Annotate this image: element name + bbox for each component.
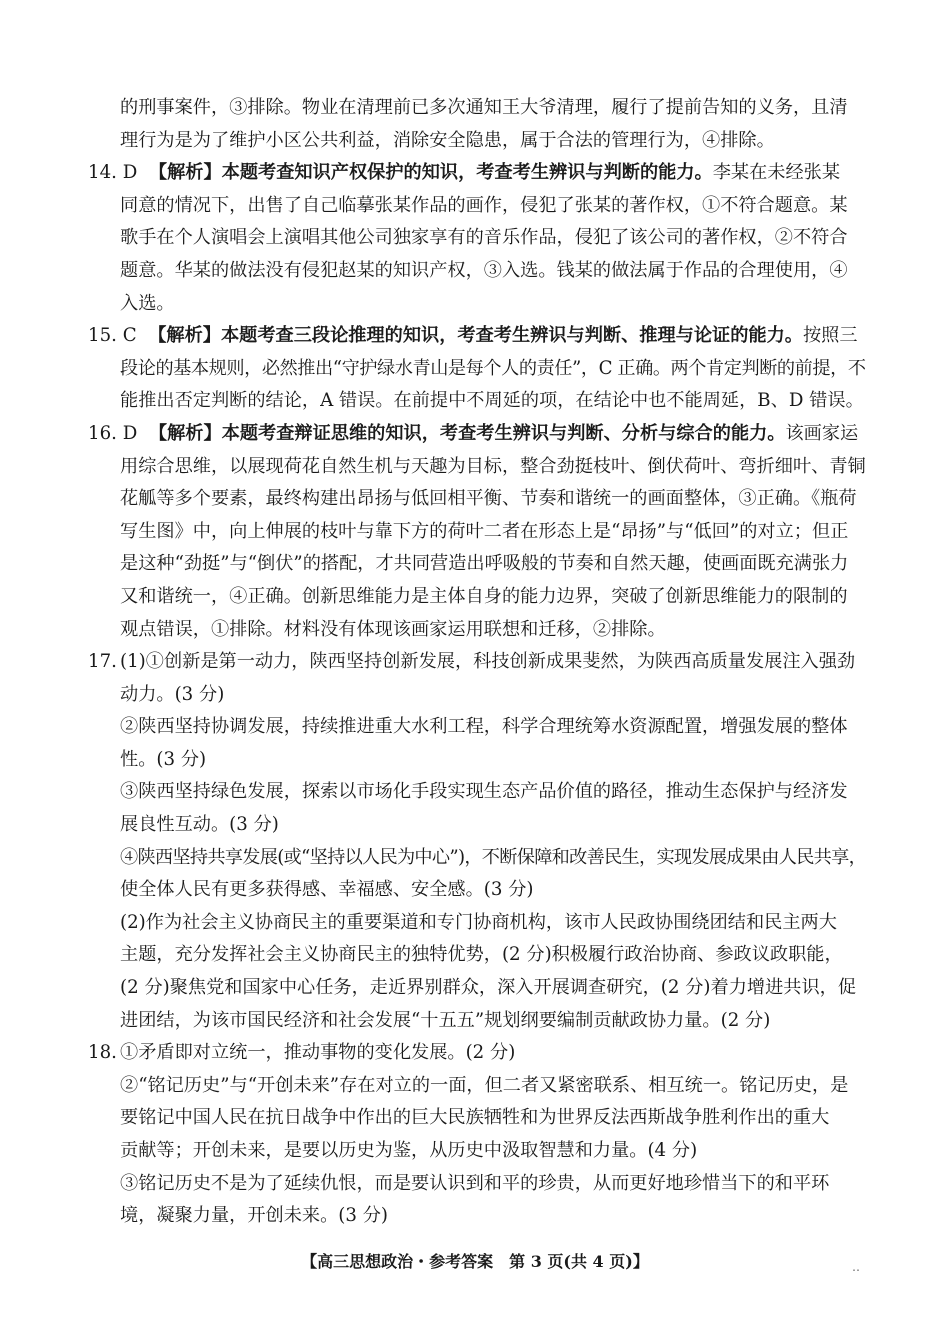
q16-line-4: 写生图》中，向上伸展的枝叶与靠下方的荷叶二者在形态上是“昂扬”与“低回”的对立；但正 — [120, 520, 849, 542]
q17-p1-line-1: (1)①创新是第一动力，陕西坚持创新发展，科技创新成果斐然，为陕西高质量发展注入强劲 — [120, 651, 856, 673]
q18-p2-line-3: 贡献等；开创未来，是要以历史为鉴，从历史中汲取智慧和力量。(4 分) — [120, 1140, 698, 1161]
q13-line-2: 理行为是为了维护小区公共利益，消除安全隐患，属于合法的管理行为，④排除。 — [120, 129, 775, 151]
q16-line-1 — [88, 418, 868, 451]
q18-p1-line-1: ①矛盾即对立统一，推动事物的变化发展。(2 分) — [120, 1042, 516, 1064]
q14-analysis-tag: 【解析】本题考查知识产权保护的知识，考查考生辨识与判断的能力。 — [148, 162, 713, 184]
q14-line-4: 题意。华某的做法没有侵犯赵某的知识产权，③入选。钱某的做法属于作品的合理使用，④ — [120, 259, 848, 281]
q14-line-1-rest: 李某在未经张某 — [712, 162, 841, 184]
q18-p2-line-1: ②“铭记历史”与“开创未来”存在对立的一面，但二者又紧密联系、相互统一。铭记历史，是 — [120, 1074, 849, 1096]
q15-line-1-rest: 按照三 — [802, 325, 858, 347]
q17-p2-line-2: 性。(3 分) — [120, 748, 207, 770]
q17-p4-line-2: 使全体人民有更多获得感、幸福感、安全感。(3 分) — [120, 879, 534, 901]
answer-content — [88, 92, 868, 1233]
q17-number: 17. — [88, 651, 117, 673]
q16-line-6: 又和谐统一，④正确。创新思维能力是主体自身的能力边界，突破了创新思维能力的限制的 — [120, 585, 848, 607]
q17-p3-line-2: 展良性互动。(3 分) — [120, 814, 279, 836]
q18-p3-line-1: ③铭记历史不是为了延续仇恨，而是要认识到和平的珍贵，从而更好地珍惜当下的和平环 — [120, 1172, 830, 1194]
q17-p1-line-2: 动力。(3 分) — [120, 683, 225, 705]
q16-line-2: 用综合思维，以展现荷花自然生机与天趣为目标，整合劲挺枝叶、倒伏荷叶、弯折细叶、青铜 — [120, 455, 866, 477]
q16-number: 16. D — [88, 422, 138, 444]
q14-line-2: 同意的情况下，出售了自己临摹张某作品的画作，侵犯了张某的著作权，①不符合题意。某 — [120, 194, 848, 216]
q15-line-3: 能推出否定判断的结论，A 错误。在前提中不周延的项，在结论中也不能周延，B、D 错误。 — [120, 390, 864, 412]
q17-line-1 — [88, 646, 868, 679]
q17-p5-line-1: (2)作为社会主义协商民主的重要渠道和专门协商机构，该市人民政协围绕团结和民主两大 — [120, 911, 837, 933]
q14-line-1 — [88, 157, 868, 190]
q17-p2-line-1: ②陕西坚持协调发展，持续推进重大水利工程，科学合理统筹水资源配置，增强发展的整体 — [120, 716, 848, 738]
q15-line-2: 段论的基本规则，必然推出“守护绿水青山是每个人的责任”，C 正确。两个肯定判断的前提，不 — [120, 357, 866, 379]
q17-p3-line-1: ③陕西坚持绿色发展，探索以市场化手段实现生态产品价值的路径，推动生态保护与经济发 — [120, 781, 848, 803]
q16-line-5: 是这种“劲挺”与“倒伏”的搭配，才共同营造出呼吸般的节奏和自然天趣，使画面既充满张力 — [120, 553, 849, 575]
q15-line-1 — [88, 320, 868, 353]
page-footer: 【高三思想政治・参考答案 第 3 页(共 4 页)】 — [301, 1252, 649, 1271]
q14-number: 14. D — [88, 162, 138, 184]
q18-line-1 — [88, 1037, 868, 1070]
q18-p3-line-2: 境，凝聚力量，开创未来。(3 分) — [120, 1205, 388, 1227]
q16-line-1-rest: 该画家运 — [785, 422, 859, 444]
q17-p5-line-2: 主题，充分发挥社会主义协商民主的独特优势，(2 分)积极履行政治协商、参政议政职能， — [120, 944, 843, 966]
corner-mark: ‥ — [852, 1260, 861, 1274]
q14-line-5: 入选。 — [120, 292, 175, 314]
q18-number: 18. — [88, 1042, 117, 1064]
q17-p4-line-1: ④陕西坚持共享发展(或“坚持以人民为中心”)，不断保障和改善民生，实现发展成果由人民共享， — [120, 846, 867, 868]
q18-p2-line-2: 要铭记中国人民在抗日战争中作出的巨大民族牺牲和为世界反法西斯战争胜利作出的重大 — [120, 1107, 830, 1129]
q14-line-3: 歌手在个人演唱会上演唱其他公司独家享有的音乐作品，侵犯了该公司的著作权，②不符合 — [120, 227, 848, 249]
q16-line-7: 观点错误，①排除。材料没有体现该画家运用联想和迁移，②排除。 — [120, 618, 666, 640]
q16-line-3: 花觚等多个要素，最终构建出昂扬与低回相平衡、节奏和谐统一的画面整体，③正确。《瓶荷 — [120, 488, 857, 510]
q17-p5-line-3: (2 分)聚焦党和国家中心任务，走近界别群众，深入开展调查研究，(2 分)着力增进共识，促 — [120, 977, 857, 999]
q17-p5-line-4: 进团结，为该市国民经济和社会发展“十五五”规划纲要编制贡献政协力量。(2 分) — [120, 1009, 771, 1031]
q15-number: 15. C — [88, 325, 137, 347]
q15-analysis-tag: 【解析】本题考查三段论推理的知识，考查考生辨识与判断、推理与论证的能力。 — [148, 325, 803, 347]
q16-analysis-tag: 【解析】本题考查辩证思维的知识，考查考生辨识与判断、分析与综合的能力。 — [148, 422, 786, 444]
q13-line-1: 的刑事案件，③排除。物业在清理前已多次通知王大爷清理，履行了提前告知的义务，且清 — [120, 97, 848, 118]
